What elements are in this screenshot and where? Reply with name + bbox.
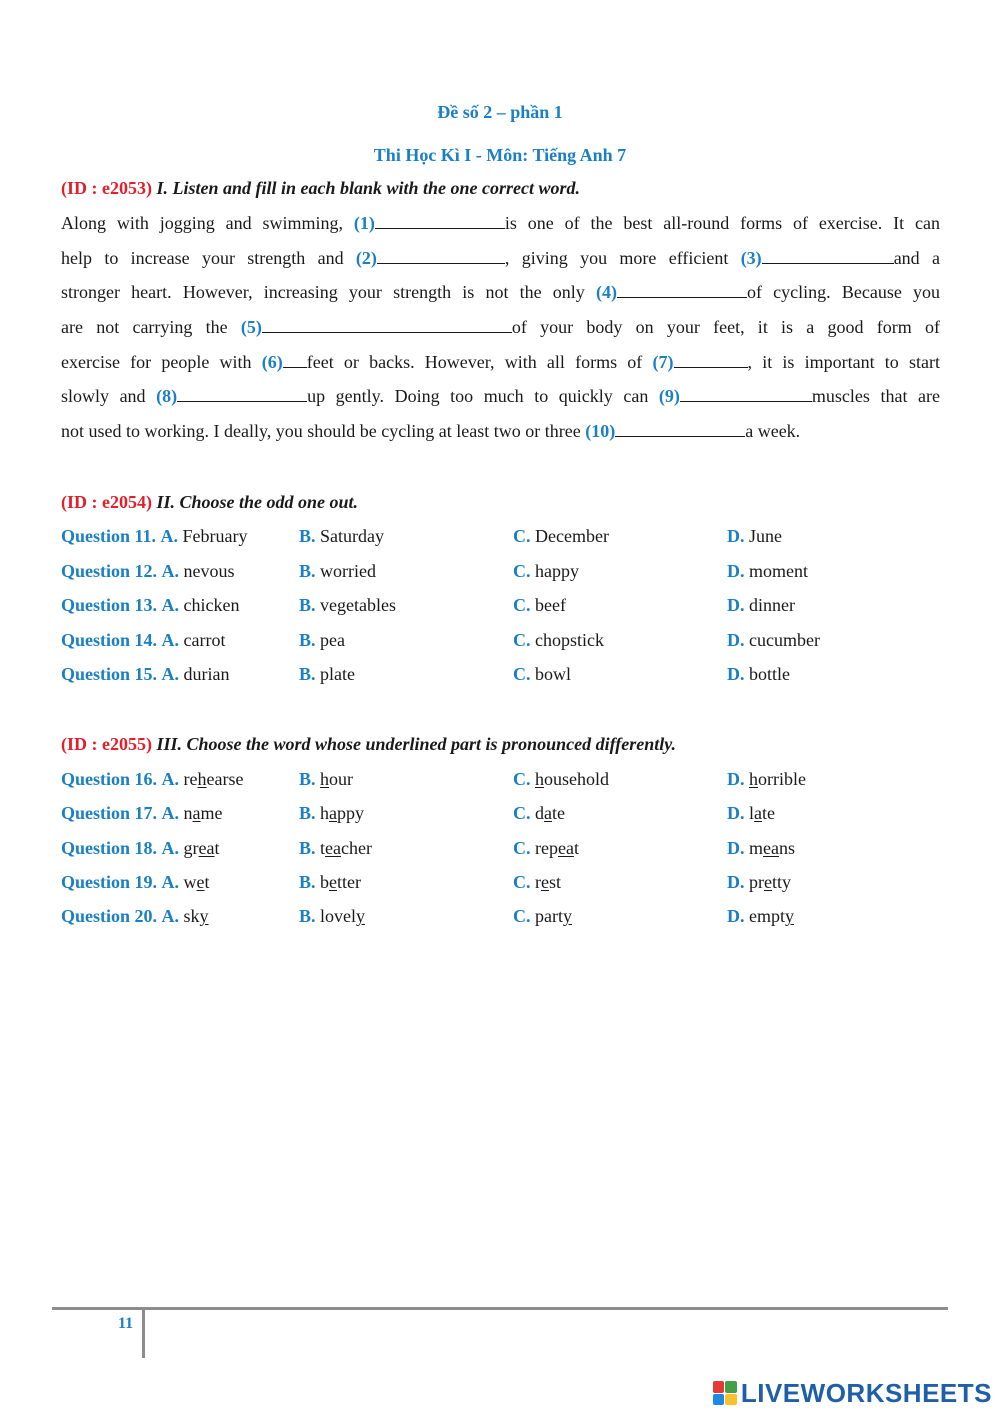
- word-suffix: t: [573, 837, 579, 858]
- option-a[interactable]: [61, 630, 225, 651]
- option-b[interactable]: [299, 838, 372, 859]
- word-prefix: m: [749, 837, 764, 858]
- option-text: pea: [320, 629, 345, 650]
- word-prefix: gr: [183, 837, 199, 858]
- blank-number: (5): [240, 317, 262, 338]
- option-d[interactable]: [727, 906, 794, 927]
- question-label: Question 11.: [61, 526, 157, 546]
- underlined-part: e: [329, 871, 338, 892]
- option-d[interactable]: [727, 664, 790, 685]
- worksheet-title: Đề số 2 – phần 1: [437, 102, 563, 122]
- text-run: is one of the best all-round forms of exercise. It can: [504, 213, 940, 233]
- option-text: [749, 803, 775, 823]
- option-text: worried: [320, 560, 376, 581]
- option-c[interactable]: [513, 561, 579, 582]
- underlined-part: y: [199, 906, 209, 927]
- text-run: of your body on your feet, it is a good form of: [511, 317, 941, 338]
- option-letter: C.: [513, 560, 531, 581]
- blank-number: (7): [652, 351, 674, 372]
- option-letter: B.: [299, 871, 316, 892]
- word-prefix: d: [535, 803, 544, 824]
- blank-input[interactable]: [375, 214, 505, 229]
- word-prefix: part: [535, 906, 563, 927]
- underlined-part: e: [196, 871, 205, 892]
- word-prefix: sk: [183, 906, 200, 927]
- option-letter: B.: [299, 837, 316, 858]
- option-letter: D.: [727, 560, 745, 581]
- question-row: [61, 872, 941, 896]
- option-letter: B.: [299, 769, 316, 789]
- option-text: December: [535, 526, 609, 546]
- option-letter: C.: [513, 664, 531, 684]
- section-1-heading: [61, 178, 580, 199]
- section-2-id: (ID : e2054): [61, 492, 152, 512]
- question-row: [61, 803, 941, 827]
- underlined-part: a: [192, 803, 201, 824]
- question-row: [61, 595, 941, 619]
- worksheet-subtitle: Thi Học Kì I - Môn: Tiếng Anh 7: [373, 145, 627, 165]
- option-c[interactable]: [513, 630, 604, 651]
- text-run: help to increase your strength and: [61, 247, 356, 268]
- option-letter: A.: [161, 769, 180, 789]
- underlined-part: a: [544, 803, 552, 824]
- option-c[interactable]: [513, 906, 572, 927]
- brand-name: LIVEWORKSHEETS: [740, 1377, 992, 1408]
- word-prefix: l: [749, 803, 755, 824]
- option-letter: C.: [513, 595, 531, 615]
- option-a[interactable]: [61, 595, 239, 616]
- paragraph-line: [61, 414, 940, 449]
- option-d[interactable]: [727, 838, 795, 859]
- underlined-part: y: [356, 906, 366, 927]
- underlined-part: e: [541, 871, 549, 892]
- option-letter: D.: [727, 629, 745, 650]
- option-letter: A.: [161, 629, 180, 650]
- underlined-part: ea: [763, 837, 779, 858]
- underlined-part: a: [754, 803, 763, 824]
- blank-input[interactable]: [283, 353, 307, 368]
- text-run: are not carrying the: [61, 317, 241, 338]
- option-text: [184, 872, 210, 892]
- paragraph-line: [61, 379, 940, 414]
- blank-number: (9): [658, 386, 680, 407]
- text-run: and a: [893, 247, 940, 268]
- option-d[interactable]: [727, 803, 775, 824]
- option-b[interactable]: [299, 561, 376, 582]
- option-text: carrot: [183, 629, 226, 650]
- option-letter: D.: [727, 906, 745, 927]
- option-b[interactable]: [299, 664, 355, 685]
- option-text: bottle: [749, 664, 790, 684]
- blank-input[interactable]: [680, 387, 812, 402]
- option-a[interactable]: [61, 838, 220, 859]
- blank-number: (3): [740, 247, 762, 268]
- option-a[interactable]: [61, 872, 210, 893]
- option-text: [535, 838, 579, 858]
- word-prefix: r: [535, 871, 541, 892]
- logo-tile: [713, 1381, 725, 1393]
- question-label: Question 12.: [61, 560, 158, 581]
- option-text: [535, 803, 565, 823]
- option-text: [184, 803, 223, 823]
- option-c[interactable]: [513, 838, 579, 859]
- option-text: [535, 769, 609, 789]
- word-prefix: n: [183, 803, 193, 824]
- word-prefix: re: [183, 769, 198, 789]
- option-d[interactable]: [727, 630, 820, 651]
- option-text: February: [182, 526, 248, 546]
- underlined-part: y: [785, 906, 794, 927]
- option-letter: A.: [160, 526, 179, 546]
- option-b[interactable]: [299, 906, 365, 927]
- liveworksheets-brand[interactable]: [713, 1378, 992, 1408]
- option-text: [320, 838, 372, 858]
- word-suffix: cher: [341, 837, 372, 858]
- option-letter: B.: [299, 629, 316, 650]
- text-run: muscles that are: [811, 386, 940, 407]
- question-row: [61, 838, 941, 862]
- option-letter: C.: [513, 769, 531, 789]
- option-a[interactable]: [61, 664, 230, 685]
- option-a[interactable]: [61, 769, 243, 790]
- option-a[interactable]: [61, 561, 235, 582]
- word-suffix: ppy: [337, 803, 365, 824]
- underlined-part: h: [197, 769, 207, 789]
- section-1-instruction: I. Listen and fill in each blank with the one correct word.: [151, 178, 581, 198]
- option-text: [184, 838, 220, 858]
- paragraph-line: [61, 345, 940, 380]
- text-run: stronger heart. However, increasing your strength is not the only: [61, 282, 596, 303]
- option-d[interactable]: [727, 526, 782, 547]
- option-d[interactable]: [727, 595, 795, 616]
- word-prefix: rep: [535, 837, 558, 858]
- option-letter: C.: [513, 906, 531, 927]
- option-letter: A.: [161, 664, 180, 684]
- text-run: a week.: [745, 421, 801, 442]
- text-run: exercise for people with: [61, 351, 262, 372]
- option-letter: A.: [161, 871, 180, 892]
- section-3-heading: [61, 734, 676, 755]
- option-a[interactable]: [61, 526, 248, 547]
- text-run: feet or backs. However, with all forms of: [306, 351, 653, 372]
- question-row: [61, 664, 941, 688]
- option-letter: A.: [161, 837, 180, 858]
- word-suffix: earse: [206, 769, 244, 789]
- option-text: [749, 838, 795, 858]
- text-run: up gently. Doing too much to quickly can: [307, 386, 659, 407]
- option-c[interactable]: [513, 769, 609, 790]
- option-c[interactable]: [513, 595, 566, 616]
- option-letter: A.: [161, 560, 180, 581]
- option-text: cucumber: [749, 629, 820, 650]
- option-letter: B.: [299, 560, 316, 581]
- blank-number: (6): [261, 351, 283, 372]
- option-c[interactable]: [513, 803, 565, 824]
- option-text: [749, 872, 791, 892]
- blank-input[interactable]: [615, 422, 745, 437]
- word-prefix: pr: [749, 871, 764, 892]
- underlined-part: ea: [557, 837, 574, 858]
- blank-input[interactable]: [762, 249, 894, 264]
- paragraph-line: [61, 275, 940, 310]
- option-text: [184, 769, 244, 789]
- option-letter: B.: [299, 664, 316, 684]
- option-text: [320, 803, 364, 823]
- text-run: of cycling. Because you: [747, 282, 940, 303]
- option-d[interactable]: [727, 561, 808, 582]
- underlined-part: h: [535, 769, 544, 789]
- word-prefix: h: [320, 803, 330, 824]
- option-letter: B.: [299, 595, 316, 615]
- option-letter: D.: [727, 837, 745, 858]
- option-text: [320, 872, 361, 892]
- option-c[interactable]: [513, 872, 561, 893]
- blank-number: (8): [156, 386, 178, 407]
- question-label: Question 19.: [61, 871, 158, 892]
- option-text: June: [749, 526, 782, 546]
- option-a[interactable]: [61, 803, 223, 824]
- question-label: Question 18.: [61, 837, 158, 858]
- option-letter: D.: [727, 769, 745, 789]
- option-b[interactable]: [299, 526, 384, 547]
- option-b[interactable]: [299, 595, 396, 616]
- option-text: plate: [320, 664, 355, 684]
- option-letter: C.: [513, 803, 531, 824]
- word-suffix: ns: [779, 837, 796, 858]
- text-run: slowly and: [61, 386, 157, 407]
- word-suffix: te: [762, 803, 776, 824]
- option-d[interactable]: [727, 769, 806, 790]
- option-b[interactable]: [299, 872, 361, 893]
- option-letter: C.: [513, 526, 531, 546]
- blank-input[interactable]: [674, 353, 748, 368]
- question-label: Question 17.: [61, 803, 158, 824]
- word-suffix: ousehold: [544, 769, 609, 789]
- word-suffix: me: [200, 803, 223, 824]
- question-label: Question 15.: [61, 664, 158, 684]
- paragraph-line: [61, 310, 940, 345]
- word-suffix: tter: [337, 871, 362, 892]
- cloze-paragraph: [61, 206, 940, 449]
- text-run: not used to working. I deally, you should be cycling at least two or three: [61, 421, 586, 442]
- word-prefix: w: [183, 871, 197, 892]
- section-2-instruction: II. Choose the odd one out.: [151, 492, 359, 512]
- word-suffix: tty: [772, 871, 792, 892]
- option-text: chopstick: [535, 629, 604, 650]
- word-suffix: te: [552, 803, 565, 824]
- option-letter: B.: [299, 803, 316, 824]
- option-letter: C.: [513, 837, 531, 858]
- underlined-part: h: [320, 769, 330, 789]
- option-text: [749, 906, 794, 926]
- option-a[interactable]: [61, 906, 209, 927]
- option-b[interactable]: [299, 769, 353, 790]
- question-row: [61, 630, 941, 654]
- blank-number: (10): [585, 421, 616, 442]
- option-letter: D.: [727, 526, 745, 546]
- question-label: Question 13.: [61, 595, 158, 615]
- blank-input[interactable]: [262, 318, 512, 333]
- question-label: Question 20.: [61, 906, 158, 927]
- option-text: nevous: [183, 560, 235, 581]
- underlined-part: a: [329, 803, 338, 824]
- liveworksheets-logo-icon: [713, 1381, 737, 1405]
- text-run: , giving you more efficient: [504, 247, 741, 268]
- option-letter: D.: [727, 595, 745, 615]
- underlined-part: e: [764, 871, 772, 892]
- paragraph-line: [61, 241, 940, 276]
- logo-tile: [725, 1394, 737, 1406]
- option-b[interactable]: [299, 803, 364, 824]
- word-prefix: empt: [749, 906, 785, 927]
- option-c[interactable]: [513, 664, 571, 685]
- section-1-id: (ID : e2053): [61, 178, 152, 198]
- underlined-part: y: [562, 906, 572, 927]
- underlined-part: ea: [198, 837, 215, 858]
- logo-tile: [713, 1394, 725, 1406]
- section-2-heading: [61, 492, 358, 513]
- option-text: dinner: [749, 595, 795, 615]
- option-c[interactable]: [513, 526, 609, 547]
- option-letter: D.: [727, 803, 745, 824]
- option-text: vegetables: [320, 595, 396, 615]
- text-run: , it is important to start: [747, 351, 940, 372]
- paragraph-line: [61, 206, 940, 241]
- option-text: bowl: [535, 664, 571, 684]
- question-label: Question 16.: [61, 769, 158, 789]
- blank-input[interactable]: [377, 249, 505, 264]
- option-text: happy: [535, 560, 579, 581]
- question-row: [61, 906, 941, 930]
- option-text: [184, 906, 209, 926]
- underlined-part: ea: [325, 837, 342, 858]
- option-letter: A.: [161, 595, 180, 615]
- underlined-part: h: [749, 769, 758, 789]
- option-letter: A.: [161, 803, 180, 824]
- option-b[interactable]: [299, 630, 345, 651]
- option-letter: C.: [513, 871, 531, 892]
- word-prefix: t: [320, 837, 326, 858]
- option-text: [749, 769, 806, 789]
- footer-divider: [142, 1310, 145, 1358]
- option-letter: D.: [727, 871, 745, 892]
- blank-input[interactable]: [177, 387, 307, 402]
- option-text: [535, 906, 572, 926]
- option-text: beef: [535, 595, 566, 615]
- option-letter: C.: [513, 629, 531, 650]
- question-row: [61, 561, 941, 585]
- option-letter: B.: [299, 906, 316, 927]
- word-suffix: orrible: [758, 769, 806, 789]
- option-letter: A.: [161, 906, 180, 927]
- option-text: [320, 906, 365, 926]
- word-suffix: st: [549, 871, 562, 892]
- option-text: Saturday: [320, 526, 384, 546]
- word-prefix: b: [320, 871, 330, 892]
- footer-rule: [52, 1307, 948, 1310]
- option-text: [535, 872, 561, 892]
- option-d[interactable]: [727, 872, 791, 893]
- option-text: chicken: [183, 595, 240, 615]
- option-letter: D.: [727, 664, 745, 684]
- section-3-id: (ID : e2055): [61, 734, 152, 754]
- logo-tile: [725, 1381, 737, 1393]
- word-suffix: our: [329, 769, 354, 789]
- word-suffix: t: [204, 871, 210, 892]
- blank-input[interactable]: [617, 283, 747, 298]
- option-text: moment: [749, 560, 808, 581]
- word-prefix: lovel: [320, 906, 357, 927]
- word-suffix: t: [214, 837, 220, 858]
- question-row: [61, 769, 941, 793]
- option-text: [320, 769, 353, 789]
- option-letter: B.: [299, 526, 316, 546]
- option-text: durian: [183, 664, 230, 684]
- question-label: Question 14.: [61, 629, 158, 650]
- blank-number: (2): [355, 247, 377, 268]
- section-3-instruction: III. Choose the word whose underlined part is pronounced differently.: [151, 734, 677, 754]
- blank-number: (4): [596, 282, 617, 303]
- blank-number: (1): [353, 213, 375, 233]
- text-run: Along with jogging and swimming,: [61, 213, 354, 233]
- question-row: [61, 526, 941, 550]
- page-number: 11: [118, 1315, 134, 1332]
